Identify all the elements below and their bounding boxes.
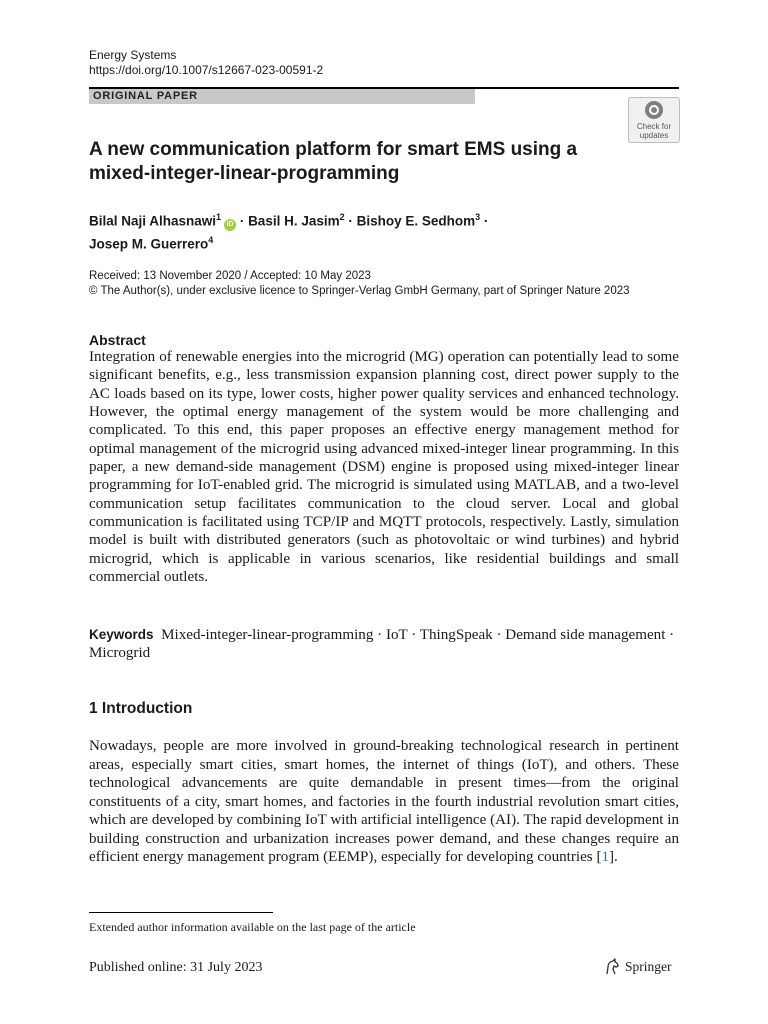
affiliation-mark: 4 xyxy=(208,234,214,245)
journal-name: Energy Systems xyxy=(89,48,177,62)
affiliation-mark: 2 xyxy=(339,212,345,222)
article-type-band xyxy=(89,89,475,104)
author-name[interactable]: Josep M. Guerrero xyxy=(89,236,209,251)
publication-dates xyxy=(89,269,689,299)
journal-header xyxy=(89,48,323,78)
check-updates-icon xyxy=(645,101,663,119)
citation-link[interactable]: 1 xyxy=(601,849,610,865)
citation-close: ]. xyxy=(609,849,618,865)
author-separator: · xyxy=(480,213,489,229)
footnote-rule xyxy=(89,912,273,913)
check-for-updates-badge[interactable] xyxy=(628,97,680,143)
introduction-body: Nowadays, people are more involved in ground-breaking technological research in pertinent areas, especially smart cities, smart homes, the internet of things (IoT), and others. These technological advancements are quite demandable in present times—from the original constituents of a city, smart homes, and factories in the fourth industrial revolution smart cities, which are developed by combining IoT with artificial intelligence (AI). The rapid development in building construction and urbanization increases power demand, and these changes require an efficient energy management program (EEMP), especially for developing countries xyxy=(89,738,679,865)
publisher-name: Springer xyxy=(625,959,672,974)
copyright-notice: © The Author(s), under exclusive licence to Springer-Verlag GmbH Germany, part of Springer Nature 2023 xyxy=(89,285,630,297)
author-separator: · xyxy=(344,213,357,229)
springer-horse-icon xyxy=(603,958,621,976)
author-name[interactable]: Bishoy E. Sedhom xyxy=(356,213,476,229)
keywords xyxy=(89,626,679,663)
article-type-label: ORIGINAL PAPER xyxy=(93,90,198,102)
doi-link[interactable]: https://doi.org/10.1007/s12667-023-00591-2 xyxy=(89,63,324,77)
author-list xyxy=(89,208,649,253)
author-name[interactable]: Basil H. Jasim xyxy=(248,213,340,229)
author-name[interactable]: Bilal Naji Alhasnawi xyxy=(89,213,217,229)
affiliation-mark: 3 xyxy=(475,212,481,222)
published-online: Published online: 31 July 2023 xyxy=(89,960,263,975)
keywords-label: Keywords xyxy=(89,627,154,642)
publisher-logo xyxy=(603,958,672,976)
abstract-text: Integration of renewable energies into the microgrid (MG) operation can potentially lead to some significant benefits, e.g., less transmission expansion planning cost, direct power supply to the AC loads based on its type, lower costs, higher power quality services and enhanced technology. However, the optimal energy management of the system would be more challenging and complicated. To this end, this paper proposes an effective energy management method for optimal management of the microgrid using advanced mixed-integer linear programming. In this paper, a new demand-side management (DSM) engine is proposed using mixed-integer linear programming for IoT-enabled grid. The microgrid is simulated using MATLAB, and a two-level communication setup facilitates communication to the cloud server. Local and global communication is facilitated using TCP/IP and MQTT protocols, respectively. Lastly, simulation model is built with distributed generators (such as photovoltaic or wind turbines) and hybrid microgrid, which is applicable in various scenarios, like residential buildings and small commercial outlets. xyxy=(89,349,679,586)
paper-title: A new communication platform for smart EMS using a mixed-integer-linear-programming xyxy=(89,139,578,184)
received-accepted: Received: 13 November 2020 / Accepted: 10 May 2023 xyxy=(89,270,371,282)
abstract-heading: Abstract xyxy=(89,332,146,348)
author-separator: · xyxy=(236,213,249,229)
check-updates-line1: Check for xyxy=(636,122,672,131)
orcid-icon[interactable]: iD xyxy=(224,219,236,231)
footnote: Extended author information available on the last page of the article xyxy=(89,920,416,934)
affiliation-mark: 1 xyxy=(216,212,222,222)
section-heading-introduction: 1 Introduction xyxy=(89,700,193,717)
keywords-text: Mixed-integer-linear-programming · IoT · ThingSpeak · Demand side management · Microgrid xyxy=(89,627,675,662)
check-updates-line2: updates xyxy=(639,131,669,140)
introduction-text xyxy=(89,737,679,867)
citation-open: [ xyxy=(596,849,602,865)
